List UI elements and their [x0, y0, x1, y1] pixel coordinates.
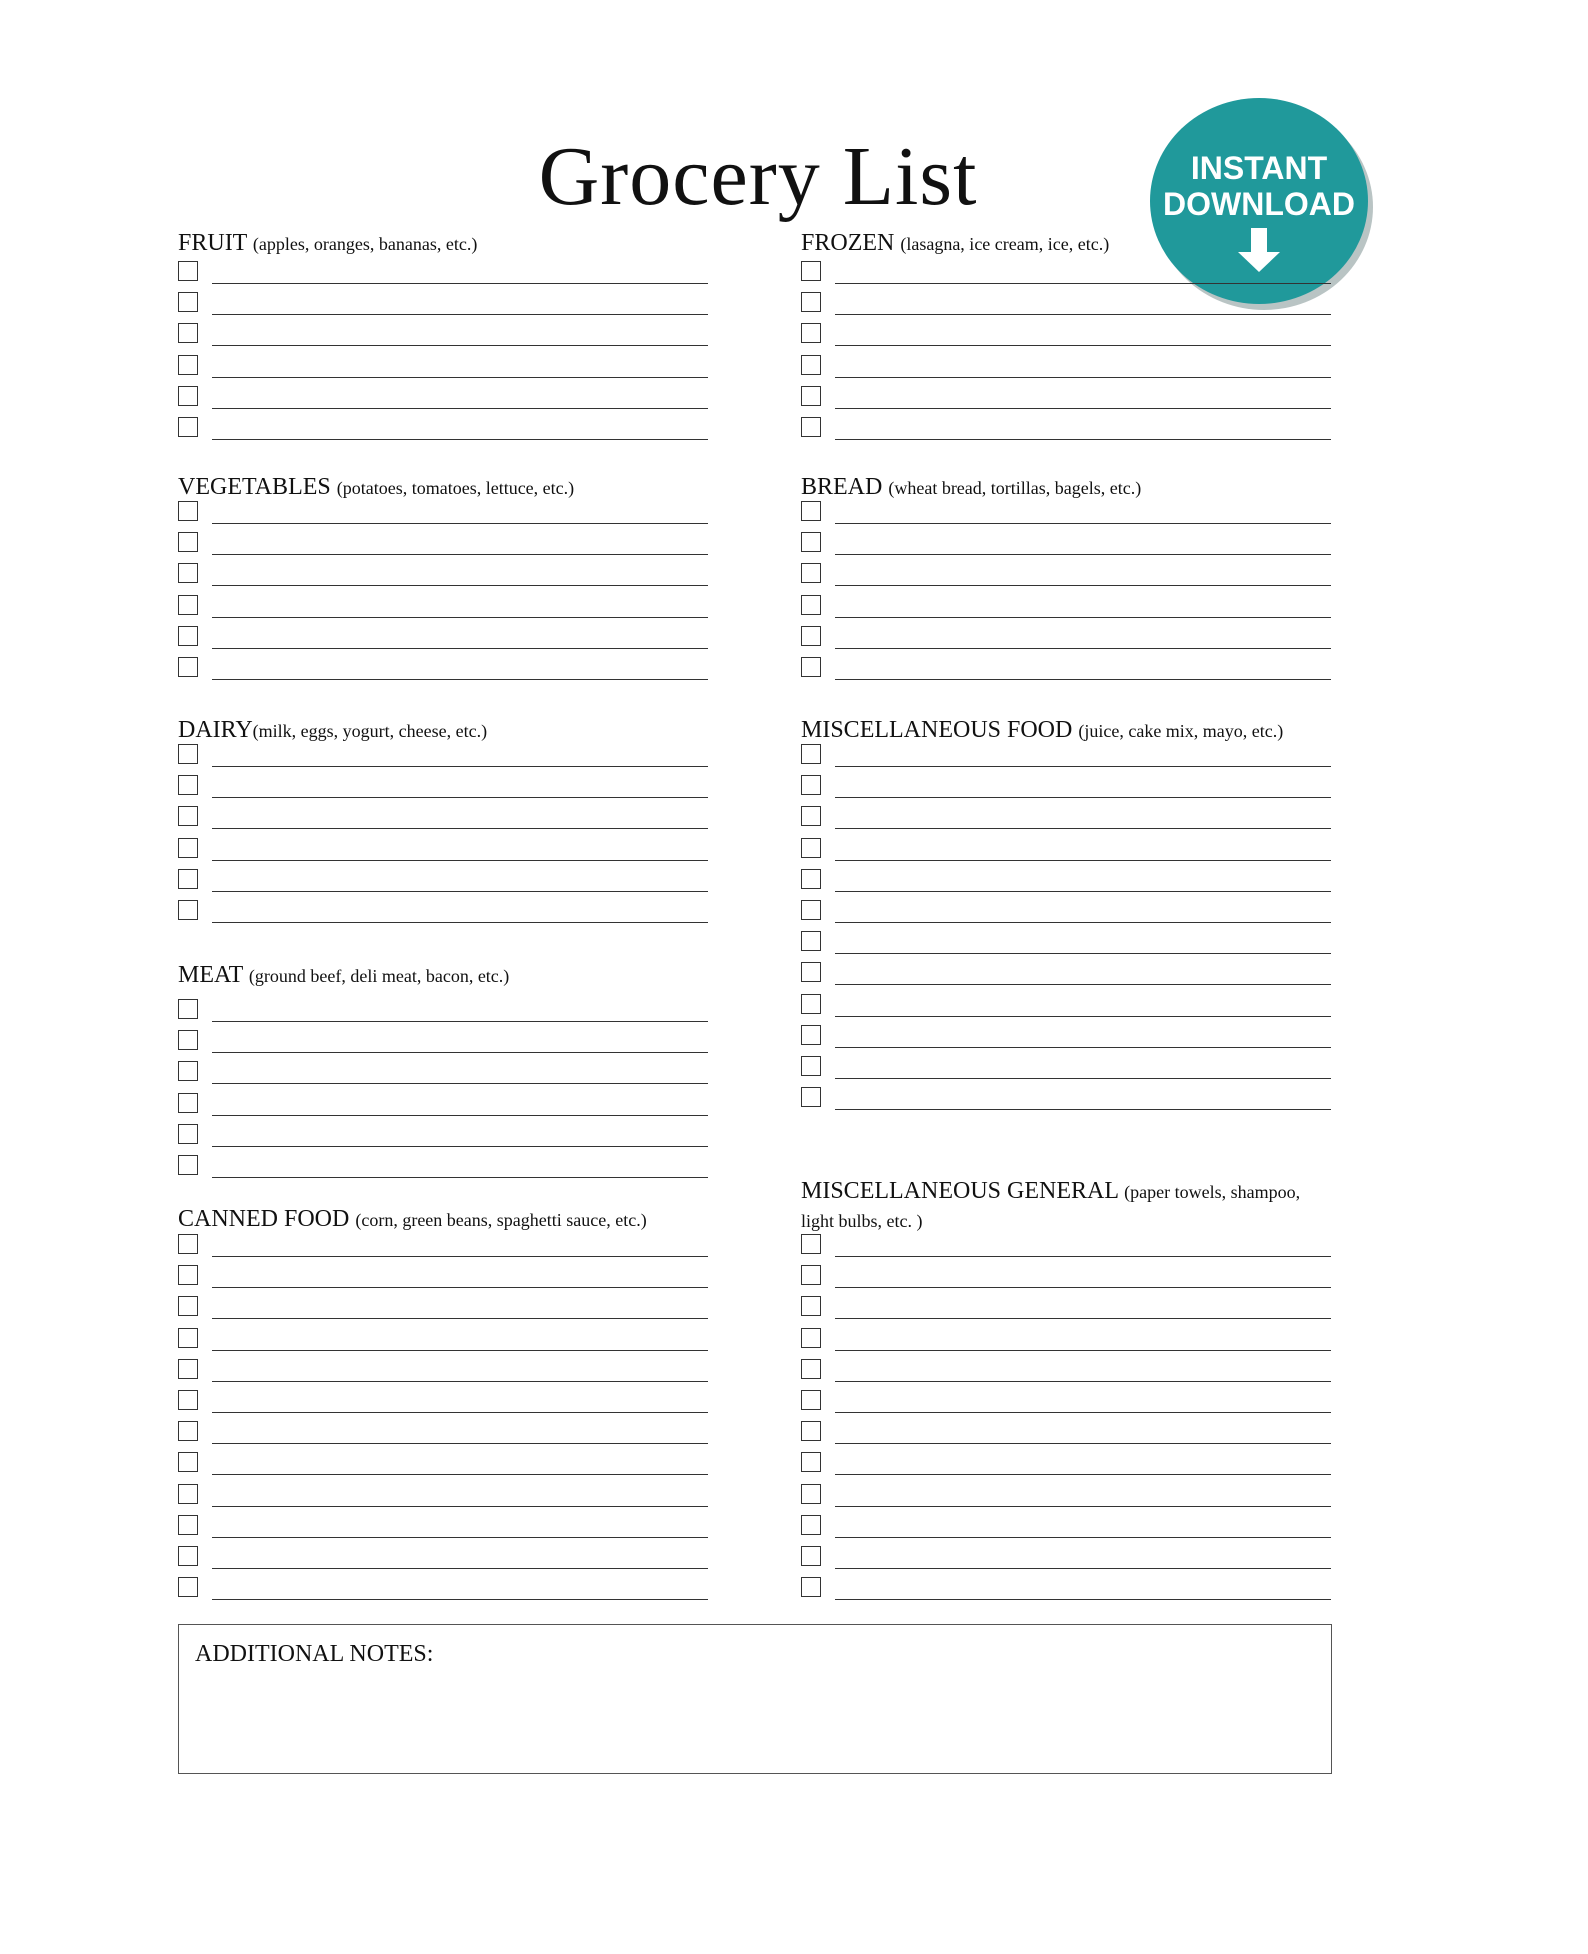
item-write-line[interactable] — [212, 1537, 708, 1538]
item-checkbox[interactable] — [178, 900, 198, 920]
list-item — [801, 1452, 1331, 1476]
item-checkbox[interactable] — [801, 417, 821, 437]
section-hint: (corn, green beans, spaghetti sauce, etc.) — [355, 1210, 647, 1230]
item-checkbox[interactable] — [178, 1265, 198, 1285]
notes-label: ADDITIONAL NOTES: — [195, 1641, 434, 1667]
item-write-line[interactable] — [835, 1443, 1331, 1444]
list-item — [178, 563, 708, 587]
list-item — [178, 386, 708, 410]
item-checkbox[interactable] — [178, 1390, 198, 1410]
item-checkbox[interactable] — [178, 1093, 198, 1113]
item-write-line[interactable] — [212, 1052, 708, 1053]
item-write-line[interactable] — [212, 1021, 708, 1022]
list-item — [178, 869, 708, 893]
item-checkbox[interactable] — [801, 1390, 821, 1410]
section-heading — [178, 716, 708, 745]
item-write-line[interactable] — [835, 1412, 1331, 1413]
section-label: CANNED FOOD — [178, 1206, 350, 1232]
list-item — [178, 261, 708, 285]
item-write-line[interactable] — [212, 766, 708, 767]
item-checkbox[interactable] — [801, 595, 821, 615]
list-item — [178, 626, 708, 650]
item-checkbox[interactable] — [801, 931, 821, 951]
section-fruit — [178, 229, 708, 258]
item-checkbox[interactable] — [801, 1265, 821, 1285]
item-write-line[interactable] — [212, 377, 708, 378]
item-write-line[interactable] — [835, 679, 1331, 680]
item-write-line[interactable] — [835, 1474, 1331, 1475]
item-write-line[interactable] — [212, 679, 708, 680]
section-hint: (wheat bread, tortillas, bagels, etc.) — [888, 478, 1142, 498]
item-write-line[interactable] — [835, 1568, 1331, 1569]
item-checkbox[interactable] — [178, 999, 198, 1019]
list-item — [801, 806, 1331, 830]
item-write-line[interactable] — [835, 345, 1331, 346]
item-write-line[interactable] — [835, 1109, 1331, 1110]
list-item — [801, 744, 1331, 768]
item-write-line[interactable] — [835, 283, 1331, 284]
item-checkbox[interactable] — [801, 323, 821, 343]
section-canned-food — [178, 1205, 708, 1234]
item-write-line[interactable] — [835, 766, 1331, 767]
list-item — [801, 962, 1331, 986]
item-checkbox[interactable] — [801, 900, 821, 920]
item-checkbox[interactable] — [178, 744, 198, 764]
item-write-line[interactable] — [212, 1443, 708, 1444]
item-checkbox[interactable] — [178, 563, 198, 583]
list-item — [801, 1577, 1331, 1601]
item-write-line[interactable] — [835, 377, 1331, 378]
list-item — [801, 292, 1331, 316]
item-checkbox[interactable] — [178, 1061, 198, 1081]
list-item — [178, 1515, 708, 1539]
item-checkbox[interactable] — [801, 838, 821, 858]
list-item — [178, 657, 708, 681]
section-misc-food — [801, 716, 1331, 745]
badge-line2: DOWNLOAD — [1163, 186, 1355, 222]
item-checkbox[interactable] — [801, 1359, 821, 1379]
item-checkbox[interactable] — [178, 1421, 198, 1441]
item-checkbox[interactable] — [801, 292, 821, 312]
item-checkbox[interactable] — [801, 355, 821, 375]
item-write-line[interactable] — [212, 1599, 708, 1600]
item-checkbox[interactable] — [178, 1577, 198, 1597]
item-checkbox[interactable] — [178, 1546, 198, 1566]
list-item — [801, 1265, 1331, 1289]
list-item — [801, 386, 1331, 410]
item-write-line[interactable] — [835, 585, 1331, 586]
section-hint: (lasagna, ice cream, ice, etc.) — [900, 234, 1110, 254]
list-item — [801, 994, 1331, 1018]
item-write-line[interactable] — [212, 1146, 708, 1147]
item-write-line[interactable] — [835, 984, 1331, 985]
list-item — [801, 1328, 1331, 1352]
item-write-line[interactable] — [835, 314, 1331, 315]
item-checkbox[interactable] — [801, 962, 821, 982]
item-write-line[interactable] — [835, 860, 1331, 861]
item-checkbox[interactable] — [178, 501, 198, 521]
list-item — [801, 1359, 1331, 1383]
item-checkbox[interactable] — [801, 261, 821, 281]
item-write-line[interactable] — [212, 891, 708, 892]
item-checkbox[interactable] — [801, 626, 821, 646]
item-checkbox[interactable] — [801, 1234, 821, 1254]
additional-notes-box[interactable] — [178, 1624, 1332, 1774]
item-write-line[interactable] — [835, 1599, 1331, 1600]
section-hint: (juice, cake mix, mayo, etc.) — [1078, 721, 1284, 741]
item-write-line[interactable] — [212, 1381, 708, 1382]
list-item — [178, 1030, 708, 1054]
list-item — [178, 1155, 708, 1179]
item-write-line[interactable] — [835, 1318, 1331, 1319]
list-item — [178, 355, 708, 379]
item-write-line[interactable] — [835, 1506, 1331, 1507]
list-item — [178, 532, 708, 556]
item-write-line[interactable] — [835, 922, 1331, 923]
section-hint: (potatoes, tomatoes, lettuce, etc.) — [336, 478, 575, 498]
section-heading — [178, 473, 708, 502]
item-write-line[interactable] — [212, 1083, 708, 1084]
list-item — [801, 532, 1331, 556]
item-checkbox[interactable] — [178, 595, 198, 615]
list-item — [801, 931, 1331, 955]
item-write-line[interactable] — [835, 1078, 1331, 1079]
item-write-line[interactable] — [212, 345, 708, 346]
list-item — [178, 292, 708, 316]
item-write-line[interactable] — [835, 1537, 1331, 1538]
item-checkbox[interactable] — [801, 1025, 821, 1045]
section-hint: (apples, oranges, bananas, etc.) — [252, 234, 478, 254]
section-heading — [801, 1177, 1331, 1235]
item-write-line[interactable] — [212, 648, 708, 649]
item-checkbox[interactable] — [801, 775, 821, 795]
section-label: DAIRY — [178, 717, 253, 743]
item-checkbox[interactable] — [801, 501, 821, 521]
list-item — [178, 1124, 708, 1148]
item-checkbox[interactable] — [178, 323, 198, 343]
item-checkbox[interactable] — [801, 806, 821, 826]
item-write-line[interactable] — [212, 1350, 708, 1351]
item-checkbox[interactable] — [801, 1577, 821, 1597]
list-item — [178, 595, 708, 619]
item-write-line[interactable] — [212, 585, 708, 586]
item-write-line[interactable] — [212, 1256, 708, 1257]
item-checkbox[interactable] — [178, 1328, 198, 1348]
item-write-line[interactable] — [835, 891, 1331, 892]
item-write-line[interactable] — [212, 1318, 708, 1319]
item-write-line[interactable] — [212, 523, 708, 524]
item-write-line[interactable] — [835, 408, 1331, 409]
section-label: MEAT — [178, 962, 243, 988]
item-checkbox[interactable] — [178, 355, 198, 375]
item-write-line[interactable] — [835, 617, 1331, 618]
section-heading — [178, 229, 708, 258]
list-item — [178, 1234, 708, 1258]
list-item — [178, 1093, 708, 1117]
item-write-line[interactable] — [212, 408, 708, 409]
list-item — [801, 1056, 1331, 1080]
badge-line1: INSTANT — [1190, 150, 1328, 186]
list-item — [801, 501, 1331, 525]
item-write-line[interactable] — [212, 1287, 708, 1288]
item-write-line[interactable] — [835, 1350, 1331, 1351]
item-write-line[interactable] — [835, 953, 1331, 954]
item-checkbox[interactable] — [801, 532, 821, 552]
item-write-line[interactable] — [835, 797, 1331, 798]
list-item — [178, 501, 708, 525]
item-checkbox[interactable] — [178, 775, 198, 795]
item-write-line[interactable] — [212, 1506, 708, 1507]
item-checkbox[interactable] — [178, 869, 198, 889]
item-checkbox[interactable] — [801, 657, 821, 677]
item-checkbox[interactable] — [178, 838, 198, 858]
list-item — [801, 323, 1331, 347]
item-checkbox[interactable] — [178, 292, 198, 312]
item-checkbox[interactable] — [178, 261, 198, 281]
item-write-line[interactable] — [835, 1047, 1331, 1048]
item-checkbox[interactable] — [801, 744, 821, 764]
item-checkbox[interactable] — [801, 1484, 821, 1504]
item-checkbox[interactable] — [801, 563, 821, 583]
list-item — [178, 1296, 708, 1320]
section-dairy — [178, 716, 708, 745]
item-checkbox[interactable] — [801, 1328, 821, 1348]
list-item — [801, 1234, 1331, 1258]
list-item — [178, 1546, 708, 1570]
item-write-line[interactable] — [835, 554, 1331, 555]
item-checkbox[interactable] — [801, 1087, 821, 1107]
list-item — [178, 806, 708, 830]
list-item — [801, 595, 1331, 619]
item-write-line[interactable] — [212, 860, 708, 861]
list-item — [801, 775, 1331, 799]
list-item — [801, 1087, 1331, 1111]
section-label: BREAD — [801, 474, 883, 500]
section-label: VEGETABLES — [178, 474, 331, 500]
list-item — [178, 1390, 708, 1414]
item-checkbox[interactable] — [178, 1030, 198, 1050]
item-checkbox[interactable] — [178, 1359, 198, 1379]
list-item — [178, 1328, 708, 1352]
list-item — [801, 1296, 1331, 1320]
section-heading — [178, 961, 708, 990]
section-label: FRUIT — [178, 230, 247, 256]
item-write-line[interactable] — [835, 439, 1331, 440]
item-checkbox[interactable] — [801, 1421, 821, 1441]
item-write-line[interactable] — [212, 283, 708, 284]
item-write-line[interactable] — [212, 1177, 708, 1178]
list-item — [801, 1421, 1331, 1445]
item-checkbox[interactable] — [801, 1515, 821, 1535]
item-write-line[interactable] — [835, 1256, 1331, 1257]
section-frozen — [801, 229, 1331, 258]
item-write-line[interactable] — [212, 1568, 708, 1569]
item-checkbox[interactable] — [178, 1296, 198, 1316]
list-item — [178, 744, 708, 768]
item-checkbox[interactable] — [801, 869, 821, 889]
list-item — [178, 1452, 708, 1476]
item-checkbox[interactable] — [178, 1484, 198, 1504]
list-item — [178, 775, 708, 799]
item-write-line[interactable] — [835, 1016, 1331, 1017]
item-write-line[interactable] — [212, 828, 708, 829]
item-checkbox[interactable] — [178, 806, 198, 826]
item-checkbox[interactable] — [178, 1155, 198, 1175]
list-item — [178, 1577, 708, 1601]
list-item — [178, 1265, 708, 1289]
list-item — [801, 900, 1331, 924]
section-hint: (milk, eggs, yogurt, cheese, etc.) — [252, 721, 488, 741]
item-checkbox[interactable] — [178, 1515, 198, 1535]
list-item — [801, 563, 1331, 587]
item-write-line[interactable] — [212, 439, 708, 440]
item-write-line[interactable] — [212, 314, 708, 315]
item-checkbox[interactable] — [178, 386, 198, 406]
section-label: MISCELLANEOUS FOOD — [801, 717, 1073, 743]
list-item — [801, 1515, 1331, 1539]
list-item — [178, 323, 708, 347]
list-item — [178, 1359, 708, 1383]
item-checkbox[interactable] — [801, 1546, 821, 1566]
list-item — [178, 1484, 708, 1508]
list-item — [801, 657, 1331, 681]
item-checkbox[interactable] — [801, 1452, 821, 1472]
item-checkbox[interactable] — [801, 1296, 821, 1316]
list-item — [801, 869, 1331, 893]
section-heading — [178, 1205, 708, 1234]
item-write-line[interactable] — [835, 1287, 1331, 1288]
item-write-line[interactable] — [835, 828, 1331, 829]
item-write-line[interactable] — [212, 617, 708, 618]
list-item — [178, 999, 708, 1023]
item-checkbox[interactable] — [801, 994, 821, 1014]
item-checkbox[interactable] — [178, 1234, 198, 1254]
section-bread — [801, 473, 1331, 502]
item-checkbox[interactable] — [178, 1452, 198, 1472]
section-label: MISCELLANEOUS GENERAL — [801, 1178, 1119, 1204]
list-item — [801, 355, 1331, 379]
section-heading — [801, 473, 1331, 502]
item-write-line[interactable] — [835, 648, 1331, 649]
section-heading — [801, 716, 1331, 745]
list-item — [801, 1390, 1331, 1414]
section-hint: (ground beef, deli meat, bacon, etc.) — [248, 966, 510, 986]
list-item — [801, 261, 1331, 285]
page-title: Grocery List — [538, 130, 978, 223]
item-checkbox[interactable] — [178, 417, 198, 437]
list-item — [801, 838, 1331, 862]
list-item — [178, 900, 708, 924]
section-misc-general — [801, 1177, 1331, 1235]
list-item — [801, 417, 1331, 441]
list-item — [178, 838, 708, 862]
section-vegetables — [178, 473, 708, 502]
item-checkbox[interactable] — [178, 532, 198, 552]
item-write-line[interactable] — [835, 1381, 1331, 1382]
item-write-line[interactable] — [212, 1474, 708, 1475]
list-item — [178, 1061, 708, 1085]
item-write-line[interactable] — [835, 523, 1331, 524]
list-item — [801, 1484, 1331, 1508]
item-checkbox[interactable] — [801, 386, 821, 406]
item-checkbox[interactable] — [178, 657, 198, 677]
list-item — [801, 626, 1331, 650]
list-item — [801, 1025, 1331, 1049]
list-item — [178, 417, 708, 441]
item-write-line[interactable] — [212, 922, 708, 923]
list-item — [801, 1546, 1331, 1570]
item-checkbox[interactable] — [801, 1056, 821, 1076]
section-hint: (paper towels, shampoo, light bulbs, etc. ) — [801, 1182, 1301, 1231]
item-checkbox[interactable] — [178, 626, 198, 646]
list-item — [178, 1421, 708, 1445]
section-heading — [801, 229, 1331, 258]
item-checkbox[interactable] — [178, 1124, 198, 1144]
item-write-line[interactable] — [212, 1115, 708, 1116]
item-write-line[interactable] — [212, 1412, 708, 1413]
section-meat — [178, 961, 708, 990]
item-write-line[interactable] — [212, 554, 708, 555]
item-write-line[interactable] — [212, 797, 708, 798]
section-label: FROZEN — [801, 230, 895, 256]
